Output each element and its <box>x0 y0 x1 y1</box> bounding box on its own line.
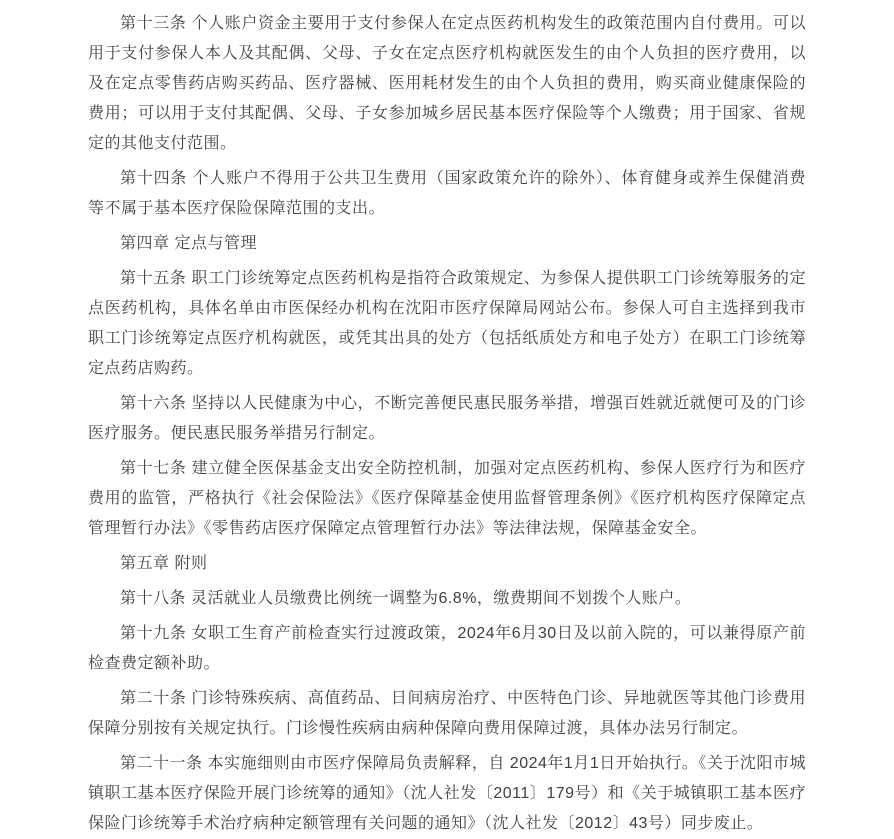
article-21-paragraph: 第二十一条 本实施细则由市医疗保障局负责解释，自 2024年1月1日开始执行。《关于沈阳市城镇职工基本医疗保险开展门诊统筹的通知》（沈人社发〔2011〕179号）和《关于城镇职工基本医疗保险门诊统筹手术治疗病种定额管理有关问题的通知》（沈人社发〔2012〕43号）同步废止。 <box>88 755 806 832</box>
article-16-paragraph: 第十六条 坚持以人民健康为中心，不断完善便民惠民服务举措，增强百姓就近就便可及的门诊医疗服务。便民惠民服务举措另行制定。 <box>88 395 806 442</box>
article-17-paragraph: 第十七条 建立健全医保基金支出安全防控机制，加强对定点医药机构、参保人医疗行为和医疗费用的监管，严格执行《社会保险法》《医疗保障基金使用监督管理条例》《医疗机构医疗保障定点管理暂行办法》《零售药店医疗保障定点管理暂行办法》等法律法规，保障基金安全。 <box>88 460 806 537</box>
article-13-paragraph: 第十三条 个人账户资金主要用于支付参保人在定点医药机构发生的政策范围内自付费用。可以用于支付参保人本人及其配偶、父母、子女在定点医疗机构就医发生的由个人负担的医疗费用，以及在定点零售药店购买药品、医疗器械、医用耗材发生的由个人负担的费用，购买商业健康保险的费用；可以用于支付其配偶、父母、子女参加城乡居民基本医疗保险等个人缴费；用于国家、省规定的其他支付范围。 <box>88 15 806 152</box>
article-14-paragraph: 第十四条 个人账户不得用于公共卫生费用（国家政策允许的除外）、体育健身或养生保健消费等不属于基本医疗保险保障范围的支出。 <box>88 170 806 217</box>
article-18-paragraph: 第十八条 灵活就业人员缴费比例统一调整为6.8%，缴费期间不划拨个人账户。 <box>120 590 692 607</box>
chapter-5-heading: 第五章 附则 <box>120 555 208 572</box>
chapter-4-heading: 第四章 定点与管理 <box>120 235 257 252</box>
article-19-paragraph: 第十九条 女职工生育产前检查实行过渡政策，2024年6月30日及以前入院的，可以兼得原产前检查费定额补助。 <box>88 625 806 672</box>
document-body <box>88 0 806 839</box>
article-20-paragraph: 第二十条 门诊特殊疾病、高值药品、日间病房治疗、中医特色门诊、异地就医等其他门诊费用保障分别按有关规定执行。门诊慢性疾病由病种保障向费用保障过渡，具体办法另行制定。 <box>88 690 806 737</box>
article-15-paragraph: 第十五条 职工门诊统筹定点医药机构是指符合政策规定、为参保人提供职工门诊统筹服务的定点医药机构，具体名单由市医保经办机构在沈阳市医疗保障局网站公布。参保人可自主选择到我市职工门诊统筹定点医疗机构就医，或凭其出具的处方（包括纸质处方和电子处方）在职工门诊统筹定点药店购药。 <box>88 270 806 377</box>
